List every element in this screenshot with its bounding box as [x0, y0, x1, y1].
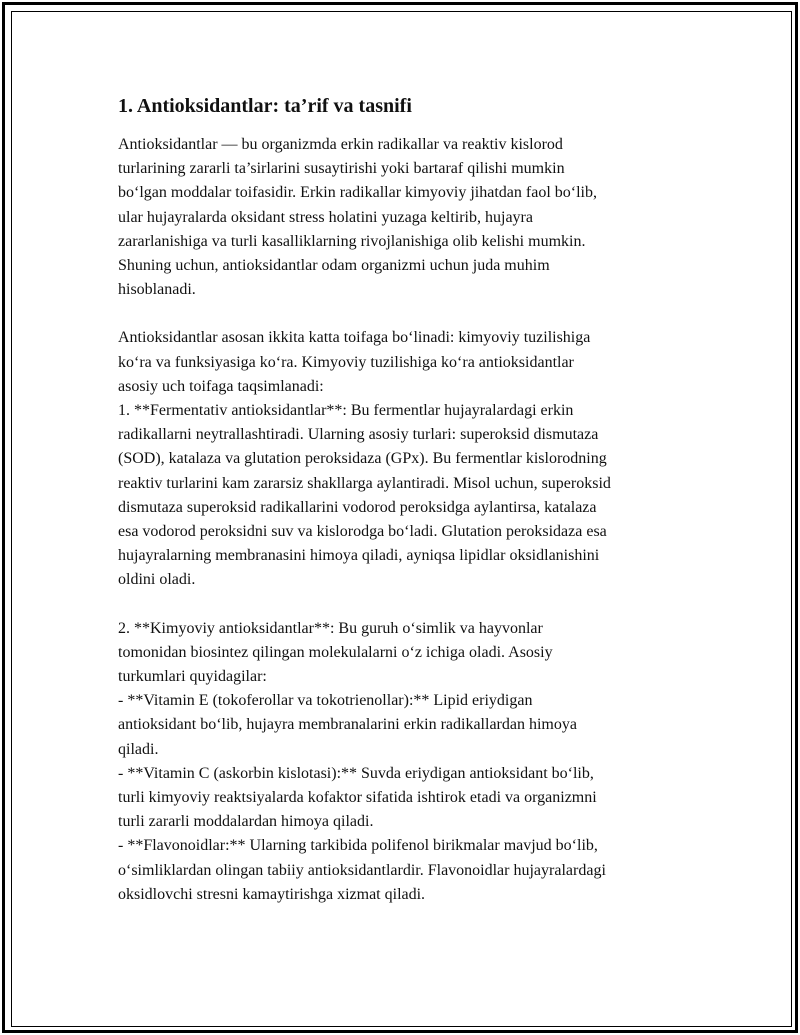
paragraph-definition: Antioksidantlar — bu organizmda erkin radikallar va reaktiv kislorod turlarining zararli ta’sirlarini susaytirishi yoki bartaraf qilishi mumkin bo‘lgan moddalar toifasidir. Erkin radikallar kimyoviy jihatdan faol bo‘lib, ular hujayralarda oksidant stress holatini yuzaga keltirib, hujayra zararlanishiga va turli kasalliklarning rivojlanishiga olib kelishi mumkin. Shuning uchun, antioksidantlar odam organizmi uchun juda muhim hisoblanadi.: [118, 136, 597, 299]
paragraph-classification: Antioksidantlar asosan ikkita katta toifaga bo‘linadi: kimyoviy tuzilishiga ko‘ra va funksiyasiga ko‘ra. Kimyoviy tuzilishiga ko‘ra antioksidantlar asosiy uch toifaga taqsimlanadi: 1. **Fermentativ antioksidantlar**: Bu fermentlar hujayralardagi erkin radikallarni neytrallashtiradi. Ularning asosiy turlari: superoksid dismutaza (SOD), katalaza va glutation peroksidaza (GPx). Bu fermentlar kislorodning reaktiv turlarini kam zararsiz shakllarga aylantiradi. Misol uchun, superoksid dismutaza superoksid radikallarini vodorod peroksidga aylantirsa, katalaza esa vodorod peroksidni suv va kislorodga bo‘ladi. Glutation peroksidaza esa hujayralarning membranasini himoya qiladi, ayniqsa lipidlar oksidlanishini oldini oladi.: [118, 329, 611, 589]
paragraph-spacer: [118, 593, 693, 617]
section-heading: 1. Antioksidantlar: ta’rif va tasnifi: [118, 95, 412, 117]
document-body: [118, 93, 693, 907]
paragraph-chemical-antioxidants: 2. **Kimyoviy antioksidantlar**: Bu guruh o‘simlik va hayvonlar tomonidan biosintez qilingan molekulalarni o‘z ichiga oladi. Asosiy turkumlari quyidagilar: - **Vitamin E (tokoferollar va tokotrienollar):** Lipid eriydigan antioksidant bo‘lib, hujayra membranalarini erkin radikallardan himoya qiladi. - **Vitamin C (askorbin kislotasi):** Suvda eriydigan antioksidant bo‘lib, turli kimyoviy reaktsiyalarda kofaktor sifatida ishtirok etadi va organizmni turli zararli moddalardan himoya qiladi. - **Flavonoidlar:** Ularning tarkibida polifenol birikmalar mavjud bo‘lib, o‘simliklardan olingan tabiiy antioksidantlardir. Flavonoidlar hujayralardagi oksidlovchi stresni kamaytirishga xizmat qiladi.: [118, 619, 606, 903]
paragraph-spacer: [118, 302, 693, 326]
